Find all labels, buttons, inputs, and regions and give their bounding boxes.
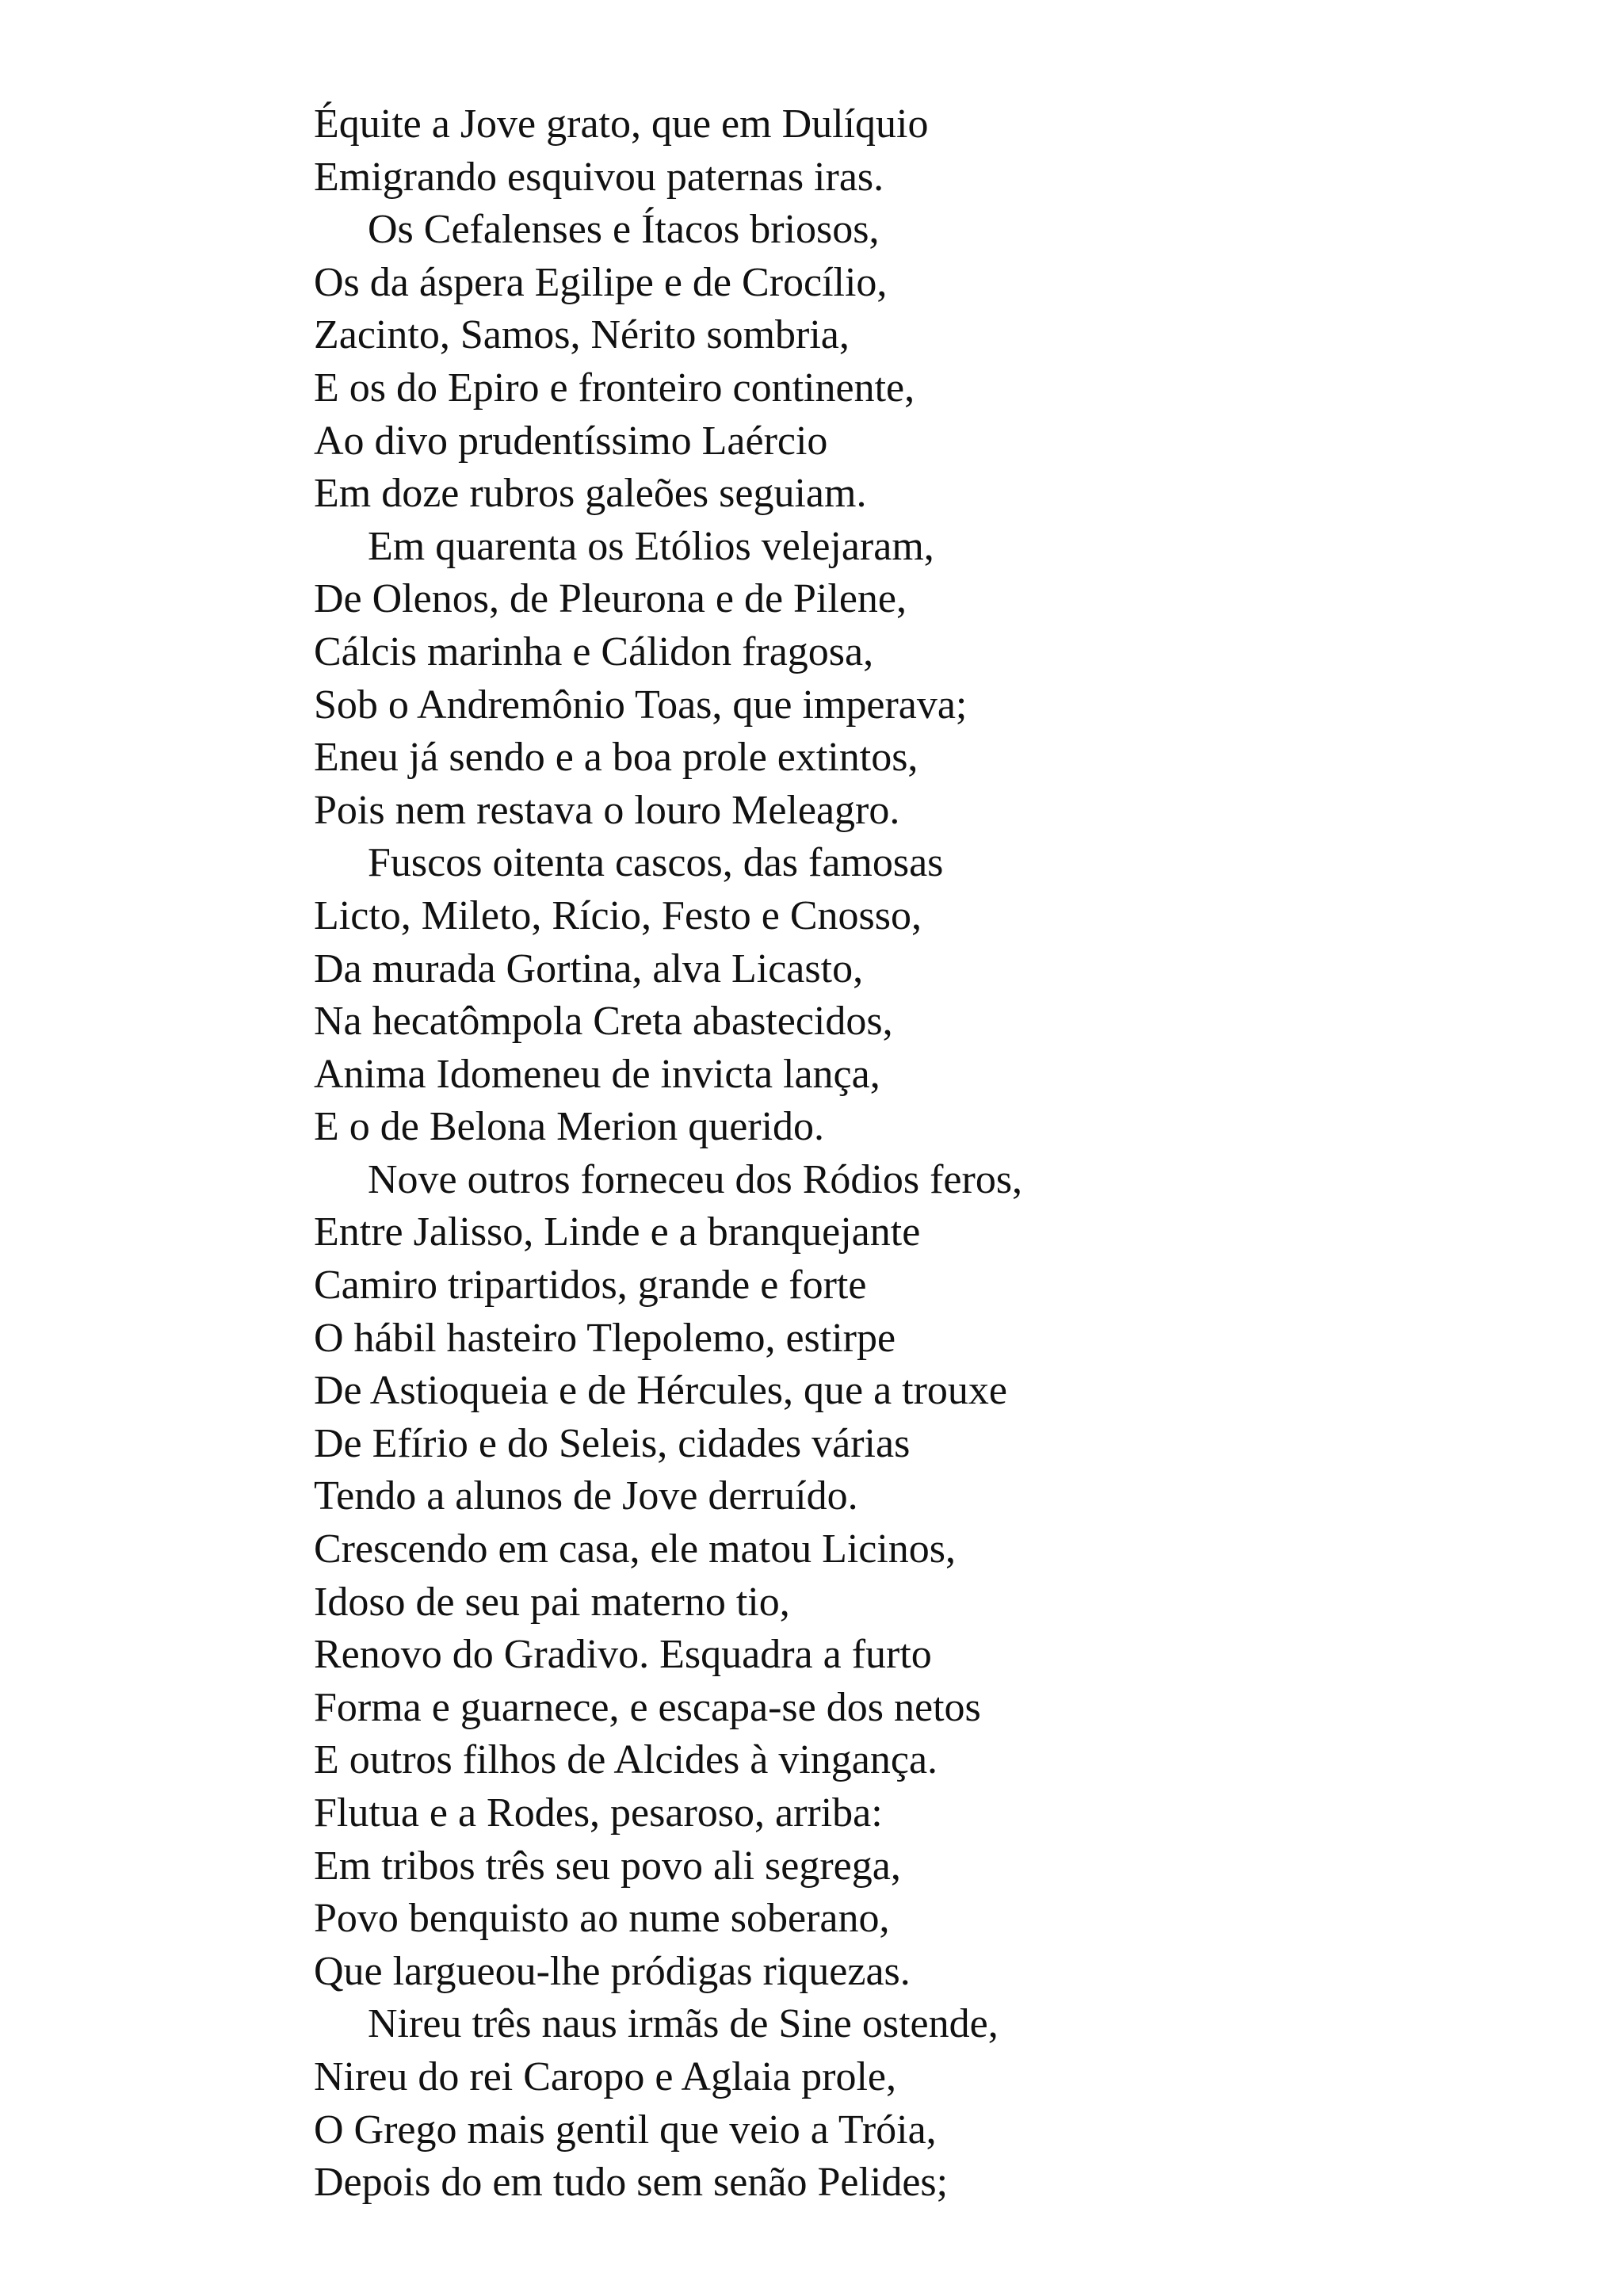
- poem-line: Os Cefalenses e Ítacos briosos,: [368, 207, 880, 253]
- poem-line: Povo benquisto ao nume soberano,: [314, 1896, 890, 1942]
- poem-line: E outros filhos de Alcides à vingança.: [314, 1737, 938, 1783]
- poem-line: Crescendo em casa, ele matou Licinos,: [314, 1526, 957, 1572]
- poem-line: Anima Idomeneu de invicta lança,: [314, 1051, 880, 1097]
- poem-line: Cálcis marinha e Cálidon fragosa,: [314, 628, 874, 674]
- poem-line: Em tribos três seu povo ali segrega,: [314, 1843, 901, 1889]
- poem-line: Camiro tripartidos, grande e forte: [314, 1263, 867, 1308]
- poem-line: Nove outros forneceu dos Ródios feros,: [368, 1156, 1023, 1202]
- poem-line: Os da áspera Egilipe e de Crocílio,: [314, 259, 888, 305]
- poem-line: Zacinto, Samos, Nérito sombria,: [314, 312, 850, 358]
- poem-line: Équite a Jove grato, que em Dulíquio: [314, 101, 929, 147]
- poem-line: Sob o Andremônio Toas, que imperava;: [314, 682, 968, 728]
- poem-line: O Grego mais gentil que veio a Tróia,: [314, 2107, 937, 2153]
- poem-line: Depois do em tudo sem senão Pelides;: [314, 2160, 949, 2206]
- poem-line: Idoso de seu pai materno tio,: [314, 1579, 790, 1625]
- poem-line: Licto, Mileto, Rício, Festo e Cnosso,: [314, 892, 922, 938]
- poem-line: Eneu já sendo e a boa prole extintos,: [314, 735, 918, 781]
- poem-line: Entre Jalisso, Linde e a branquejante: [314, 1209, 921, 1255]
- poem-line: Nireu três naus irmãs de Sine ostende,: [368, 2001, 999, 2047]
- poem-line: E o de Belona Merion querido.: [314, 1104, 825, 1150]
- poem-line: Ao divo prudentíssimo Laércio: [314, 418, 828, 464]
- poem-line: De Olenos, de Pleurona e de Pilene,: [314, 576, 907, 622]
- poem-line: O hábil hasteiro Tlepolemo, estirpe: [314, 1315, 896, 1361]
- poem-text: [314, 98, 1550, 2210]
- poem-line: Na hecatômpola Creta abastecidos,: [314, 999, 893, 1045]
- poem-line: Em quarenta os Etólios velejaram,: [368, 523, 934, 569]
- poem-line: Flutua e a Rodes, pesaroso, arriba:: [314, 1790, 883, 1836]
- poem-line: Renovo do Gradivo. Esquadra a furto: [314, 1632, 932, 1678]
- poem-line: Da murada Gortina, alva Licasto,: [314, 946, 864, 991]
- poem-line: Pois nem restava o louro Meleagro.: [314, 787, 900, 833]
- poem-line: Nireu do rei Caropo e Aglaia prole,: [314, 2053, 896, 2099]
- poem-line: Tendo a alunos de Jove derruído.: [314, 1473, 858, 1519]
- poem-line: Em doze rubros galeões seguiam.: [314, 471, 867, 517]
- poem-line: Fuscos oitenta cascos, das famosas: [368, 840, 944, 886]
- poem-line: De Astioqueia e de Hércules, que a trouxe: [314, 1368, 1008, 1414]
- poem-line: Forma e guarnece, e escapa-se dos netos: [314, 1684, 981, 1730]
- poem-line: Que largueou-lhe pródigas riquezas.: [314, 1948, 911, 1994]
- poem-line: De Efírio e do Seleis, cidades várias: [314, 1420, 911, 1466]
- poem-line: E os do Epiro e fronteiro continente,: [314, 365, 915, 411]
- poem-line: Emigrando esquivou paternas iras.: [314, 154, 884, 200]
